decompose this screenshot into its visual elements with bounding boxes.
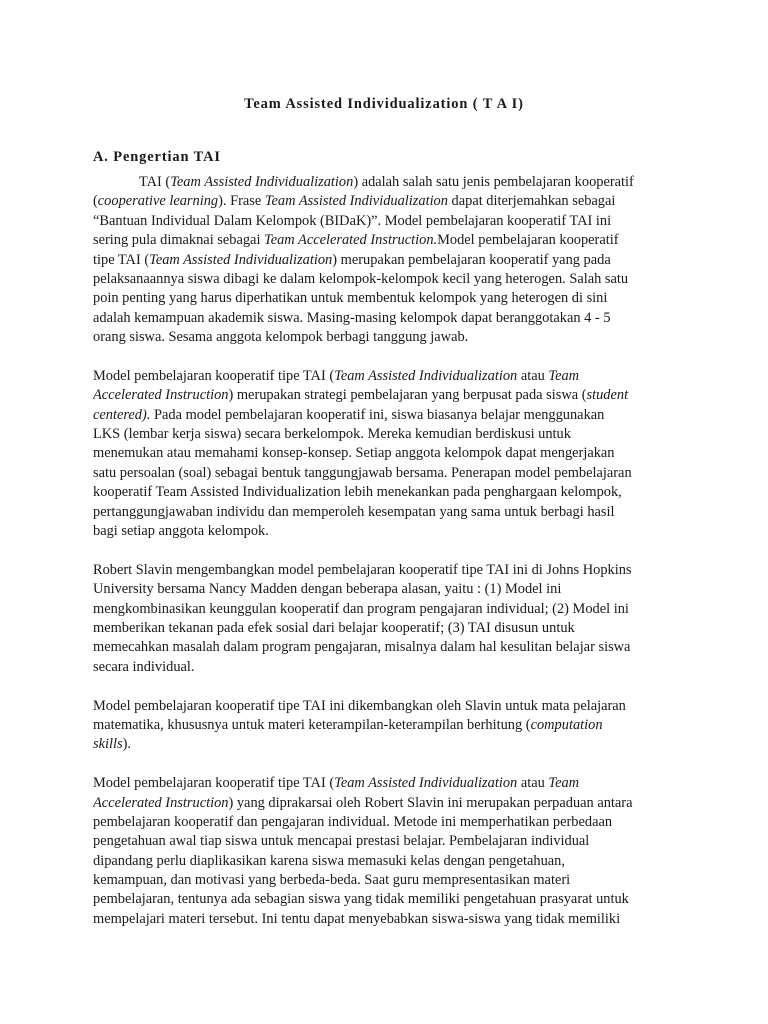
text-line xyxy=(93,716,678,735)
text-line xyxy=(93,735,678,754)
text-line xyxy=(93,561,678,580)
text-line xyxy=(93,289,678,308)
text-run: ) adalah salah satu jenis pembelajaran kooperatif xyxy=(353,174,634,190)
paragraph-5 xyxy=(93,774,678,929)
text-line xyxy=(93,638,678,657)
text-run: adalah kemampuan akademik siswa. Masing-masing kelompok dapat beranggotakan 4 - 5 xyxy=(93,309,611,326)
text-run: ). xyxy=(122,736,131,753)
text-run: matematika, khususnya untuk materi keterampilan-keterampilan berhitung ( xyxy=(93,716,531,733)
paragraph-gap xyxy=(93,755,678,774)
text-line xyxy=(93,871,678,890)
italic-text: Team Assisted Individualization xyxy=(334,367,518,384)
text-run: pembelajaran kooperatif dan pengajaran individual. Metode ini memperhatikan perbedaan xyxy=(93,813,613,830)
text-line xyxy=(93,852,678,871)
text-run: ) merupakan pembelajaran kooperatif yang pada xyxy=(332,251,611,268)
italic-text: Accelerated Instruction xyxy=(93,794,229,811)
text-run: ). Frase xyxy=(218,193,265,210)
text-run: dapat diterjemahkan sebagai xyxy=(447,193,616,210)
section-heading: A. Pengertian TAI xyxy=(93,149,221,165)
text-line xyxy=(93,503,678,522)
text-line xyxy=(93,406,678,425)
italic-text: Accelerated Instruction xyxy=(93,387,229,404)
text-run: pengetahuan awal tiap siswa untuk mencapai prestasi belajar. Pembelajaran individual xyxy=(93,833,590,850)
text-line xyxy=(93,173,678,192)
text-run: TAI ( xyxy=(139,174,171,190)
italic-text: computation xyxy=(530,716,603,733)
text-line xyxy=(93,231,678,250)
text-run: LKS (lembar kerja siswa) secara berkelompok. Mereka kemudian berdiskusi untuk xyxy=(93,426,571,443)
italic-text: Team xyxy=(548,367,580,384)
italic-text: Team Assisted Individualization xyxy=(149,251,333,268)
text-run: pembelajaran, tentunya ada sebagian siswa yang tidak memiliki pengetahuan prasyarat untuk xyxy=(93,891,629,908)
text-run: orang siswa. Sesama anggota kelompok berbagi tanggung jawab. xyxy=(93,329,469,346)
italic-text: skills xyxy=(93,736,123,753)
text-line xyxy=(93,600,678,619)
italic-text: student xyxy=(586,387,629,404)
text-run: Pada model pembelajaran kooperatif ini, siswa biasanya belajar menggunakan xyxy=(150,406,605,423)
text-line xyxy=(93,794,678,813)
text-run: “Bantuan Individual Dalam Kelompok (BIDaK)”. Model pembelajaran kooperatif TAI ini xyxy=(93,212,612,229)
text-line xyxy=(93,444,678,463)
text-run: kooperatif Team Assisted Individualization lebih menekankan pada penghargaan kelompok, xyxy=(93,484,622,501)
text-line xyxy=(93,774,678,793)
text-line xyxy=(93,483,678,502)
text-line xyxy=(93,522,678,541)
text-run: memberikan tekanan pada efek sosial dari belajar kooperatif; (3) TAI disusun untuk xyxy=(93,619,575,636)
document-title: Team Assisted Individualization ( T A I) xyxy=(244,96,524,112)
paragraph-3 xyxy=(93,561,678,677)
text-line xyxy=(93,832,678,851)
text-line xyxy=(93,658,678,677)
text-run: kemampuan, dan motivasi yang berbeda-beda. Saat guru mempresentasikan materi xyxy=(93,872,571,889)
paragraph-gap xyxy=(93,348,678,367)
text-line xyxy=(93,251,678,270)
italic-text: Team xyxy=(548,775,580,792)
text-line xyxy=(93,212,678,231)
text-run: mengkombinasikan keunggulan kooperatif dan program pengajaran individual; (2) Model ini xyxy=(93,600,629,617)
paragraph-4 xyxy=(93,697,678,755)
text-run: satu persoalan (soal) sebagai bentuk tanggungjawab bersama. Penerapan model pembelajaran xyxy=(93,464,632,481)
paragraph-2 xyxy=(93,367,678,542)
italic-text: Team Assisted Individualization xyxy=(170,174,354,190)
text-run: ) merupakan strategi pembelajaran yang berpusat pada siswa ( xyxy=(228,387,587,404)
text-line xyxy=(93,309,678,328)
text-line xyxy=(93,192,678,211)
text-line xyxy=(93,697,678,716)
text-line xyxy=(93,813,678,832)
text-line xyxy=(93,890,678,909)
text-run: pertanggungjawaban individu dan memperoleh kesempatan yang sama untuk berbagi hasil xyxy=(93,503,615,520)
text-run: atau xyxy=(517,775,549,792)
text-run: pelaksanaannya siswa dibagi ke dalam kelompok-kelompok kecil yang heterogen. Salah satu xyxy=(93,270,629,287)
text-run: mempelajari materi tersebut. Ini tentu dapat menyebabkan siswa-siswa yang tidak memiliki xyxy=(93,910,621,927)
text-run: Robert Slavin mengembangkan model pembelajaran kooperatif tipe TAI ini di Johns Hopkins xyxy=(93,561,632,578)
text-run: ) yang diprakarsai oleh Robert Slavin ini merupakan perpaduan antara xyxy=(228,794,633,811)
text-line xyxy=(93,270,678,289)
text-run: Model pembelajaran kooperatif xyxy=(437,232,619,249)
text-run: University bersama Nancy Madden dengan beberapa alasan, yaitu : (1) Model ini xyxy=(93,581,562,598)
text-line xyxy=(93,328,678,347)
italic-text: Team Accelerated Instruction. xyxy=(264,232,438,249)
text-line xyxy=(93,910,678,929)
italic-text: cooperative learning xyxy=(97,193,219,210)
paragraph-1 xyxy=(93,173,678,348)
text-run: bagi setiap anggota kelompok. xyxy=(93,523,269,540)
text-run: atau xyxy=(517,367,549,384)
text-run: menemukan atau memahami konsep-konsep. Setiap anggota kelompok dapat mengerjakan xyxy=(93,445,615,462)
text-line xyxy=(93,580,678,599)
text-run: Model pembelajaran kooperatif tipe TAI ini dikembangkan oleh Slavin untuk mata pelajaran xyxy=(93,697,626,714)
text-run: ( xyxy=(93,193,98,210)
text-run: memecahkan masalah dalam program pengajaran, misalnya dalam hal kesulitan belajar siswa xyxy=(93,639,631,656)
text-line xyxy=(93,367,678,386)
text-run: poin penting yang harus diperhatikan untuk membentuk kelompok yang heterogen di sini xyxy=(93,290,608,307)
text-line xyxy=(93,425,678,444)
text-line xyxy=(93,619,678,638)
text-run: sering pula dimaknai sebagai xyxy=(93,232,265,249)
paragraph-gap xyxy=(93,541,678,560)
italic-text: Team Assisted Individualization xyxy=(334,775,518,792)
italic-text: centered). xyxy=(93,406,151,423)
text-run: tipe TAI ( xyxy=(93,251,150,268)
text-run: Model pembelajaran kooperatif tipe TAI ( xyxy=(93,775,335,792)
text-run: secara individual. xyxy=(93,658,195,675)
text-line xyxy=(93,386,678,405)
paragraph-gap xyxy=(93,677,678,696)
text-run: Model pembelajaran kooperatif tipe TAI ( xyxy=(93,367,335,384)
document-body xyxy=(93,173,678,929)
italic-text: Team Assisted Individualization xyxy=(264,193,448,210)
text-line xyxy=(93,464,678,483)
text-run: dipandang perlu diaplikasikan karena siswa memasuki kelas dengan pengetahuan, xyxy=(93,852,565,869)
